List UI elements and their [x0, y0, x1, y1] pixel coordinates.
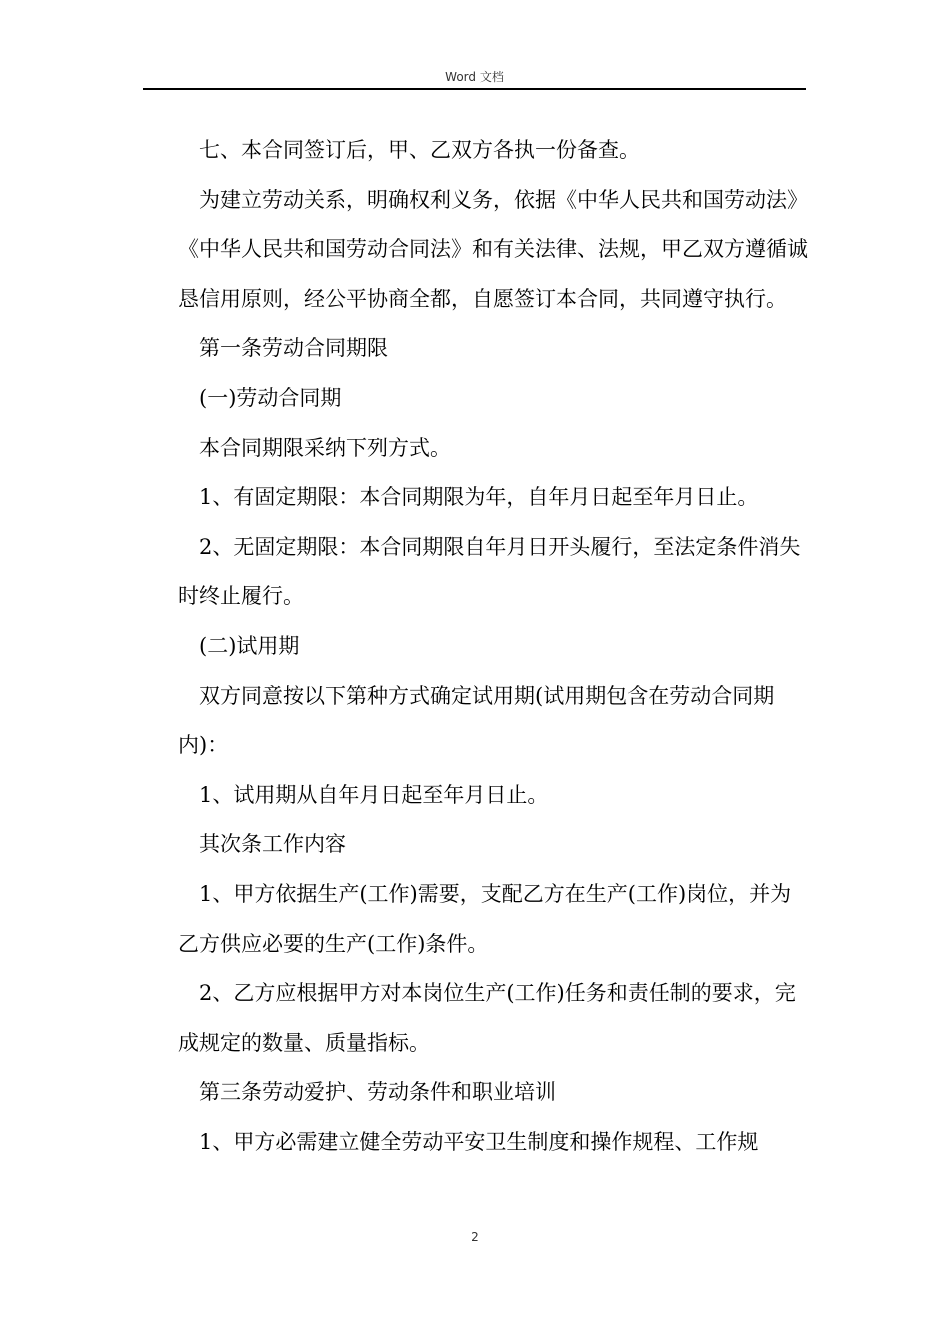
subsection-heading: (一)劳动合同期 [199, 385, 342, 410]
list-item: 2、无固定期限：本合同期限自年月日开头履行，至法定条件消失时终止履行。 [178, 534, 801, 609]
document-body [178, 126, 810, 1167]
list-item: 1、试用期从自年月日起至年月日止。 [199, 782, 549, 807]
page-number: 2 [471, 1230, 479, 1244]
paragraph: 七、本合同签订后，甲、乙双方各执一份备查。 [199, 138, 640, 162]
section-heading: 其次条工作内容 [199, 832, 346, 857]
paragraph: 双方同意按以下第种方式确定试用期(试用期包含在劳动合同期内)： [178, 683, 775, 758]
list-item: 2、乙方应根据甲方对本岗位生产(工作)任务和责任制的要求，完成规定的数量、质量指标。 [178, 981, 796, 1055]
list-item: 1、有固定期限：本合同期限为年，自年月日起至年月日止。 [199, 485, 759, 510]
list-item: 1、甲方依据生产(工作)需要，支配乙方在生产(工作)岗位，并为乙方供应必要的生产(工作)条件。 [178, 881, 792, 956]
section-heading: 第三条劳动爱护、劳动条件和职业培训 [199, 1080, 556, 1105]
subsection-heading: (二)试用期 [199, 633, 300, 658]
header-title: Word 文档 [445, 70, 504, 84]
section-heading: 第一条劳动合同期限 [199, 336, 388, 361]
paragraph: 为建立劳动关系，明确权利义务，依据《中华人民共和国劳动法》《中华人民共和国劳动合同法》和有关法律、法规，甲乙双方遵循诚恳信用原则，经公平协商全都，自愿签订本合同，共同遵守执行。 [178, 187, 808, 311]
paragraph: 本合同期限采纳下列方式。 [199, 435, 451, 460]
list-item: 1、甲方必需建立健全劳动平安卫生制度和操作规程、工作规 [199, 1129, 759, 1154]
page-header [143, 66, 806, 90]
